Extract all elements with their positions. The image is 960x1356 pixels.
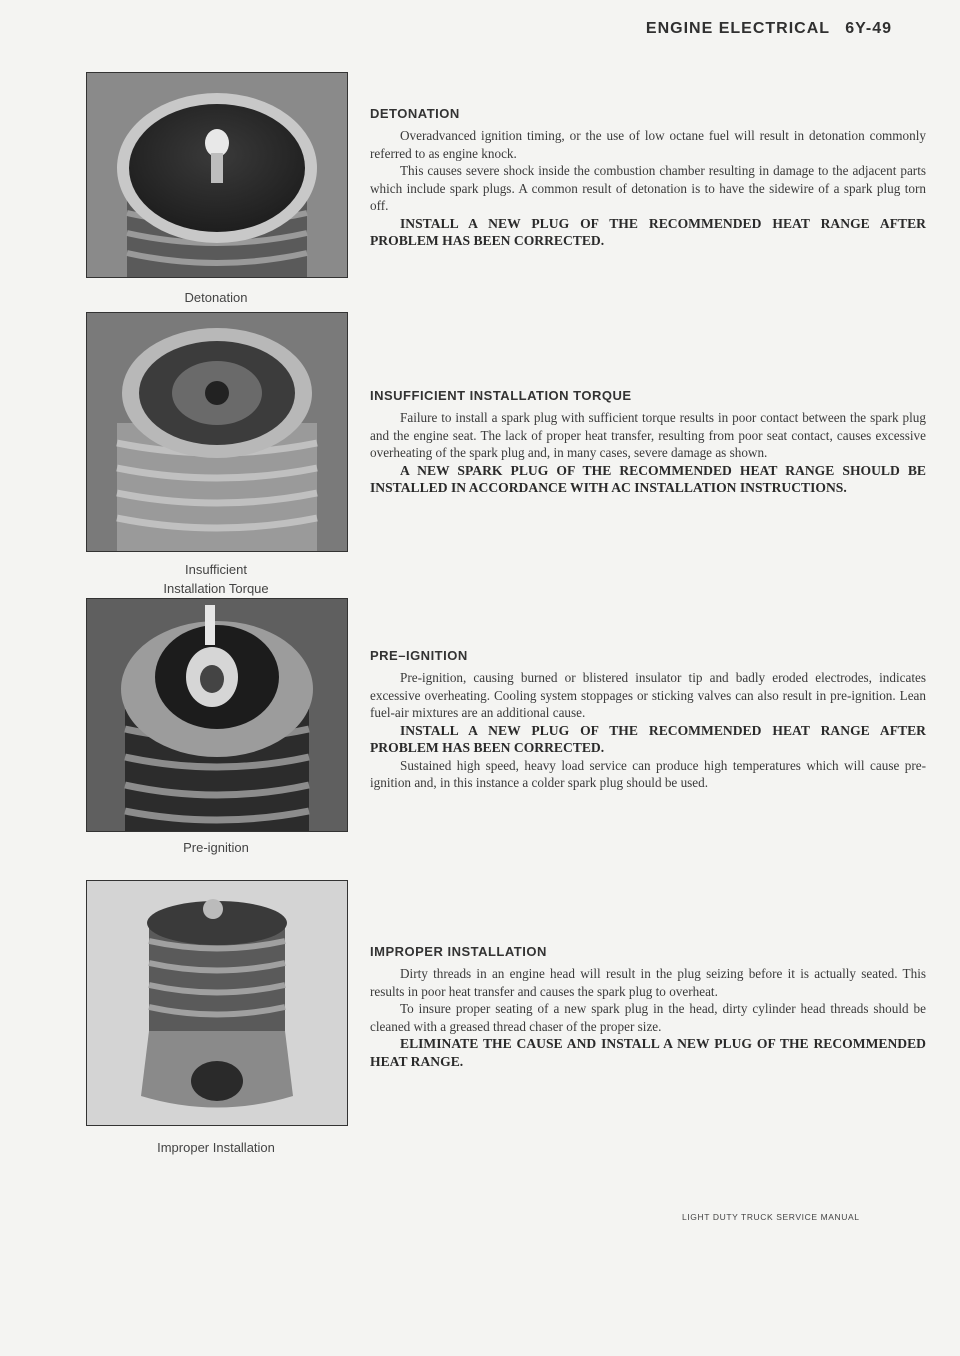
caption-line: Pre-ignition xyxy=(183,840,249,855)
caption-line: Installation Torque xyxy=(163,581,269,596)
detonation-caption xyxy=(86,288,346,307)
insufficient-torque-caption xyxy=(86,560,346,598)
section-instruction: ELIMINATE THE CAUSE AND INSTALL A NEW PLUG OF THE RECOMMENDED HEAT RANGE. xyxy=(370,1036,926,1069)
section-heading: IMPROPER INSTALLATION xyxy=(370,944,547,959)
section-heading: INSUFFICIENT INSTALLATION TORQUE xyxy=(370,388,632,403)
detonation-section xyxy=(370,106,926,250)
section-paragraph: Sustained high speed, heavy load service can produce high temperatures which will cause pre-ignition and, in this instance a colder spark plug should be used. xyxy=(370,757,926,790)
section-heading: DETONATION xyxy=(370,106,460,121)
section-instruction: INSTALL A NEW PLUG OF THE RECOMMENDED HEAT RANGE AFTER PROBLEM HAS BEEN CORRECTED. xyxy=(370,215,926,248)
pre-ignition-caption xyxy=(86,838,346,857)
section-title: ENGINE ELECTRICAL xyxy=(645,20,830,37)
pre-ignition-section xyxy=(370,648,926,792)
section-paragraph: Dirty threads in an engine head will result in the plug seizing before it is actually seated. This results in poor heat transfer and causes the spark plug to overheat. xyxy=(370,966,926,999)
section-paragraph: Pre-ignition, causing burned or blistered insulator tip and badly eroded electrodes, indicates excessive overheating. Cooling system stoppages or sticking valves can also result in pre-ignition. Lean fuel-air mixtures are an additional cause. xyxy=(370,670,926,720)
caption-line: Detonation xyxy=(184,290,248,305)
section-paragraph: Failure to install a spark plug with sufficient torque results in poor contact between the spark plug and the engine seat. The lack of proper heat transfer, resulting from poor seat contact, causes excessive overheating of the spark plug and, in many cases, severe damage as shown. xyxy=(370,410,926,460)
section-instruction: INSTALL A NEW PLUG OF THE RECOMMENDED HEAT RANGE AFTER PROBLEM HAS BEEN CORRECTED. xyxy=(370,722,926,755)
page-header xyxy=(646,20,892,38)
improper-installation-photo xyxy=(86,880,348,1126)
improper-installation-caption xyxy=(86,1138,346,1157)
pre-ignition-photo xyxy=(86,598,348,832)
page-number: 6Y-49 xyxy=(845,20,892,37)
section-paragraph: To insure proper seating of a new spark plug in the head, dirty cylinder head threads should be cleaned with a greased thread chaser of the proper size. xyxy=(370,1001,926,1034)
improper-installation-section xyxy=(370,944,926,1070)
section-instruction: A NEW SPARK PLUG OF THE RECOMMENDED HEAT RANGE SHOULD BE INSTALLED IN ACCORDANCE WITH AC INSTALLATION INSTRUCTIONS. xyxy=(370,462,926,495)
section-paragraph: Overadvanced ignition timing, or the use of low octane fuel will result in detonation commonly referred to as engine knock. xyxy=(370,128,926,161)
caption-line: Insufficient xyxy=(185,562,247,577)
section-paragraph: This causes severe shock inside the combustion chamber resulting in damage to the adjacent parts which include spark plugs. A common result of detonation is to have the sidewire of a spark plug torn off. xyxy=(370,163,926,213)
page-footer: LIGHT DUTY TRUCK SERVICE MANUAL xyxy=(682,1212,860,1222)
insufficient-torque-photo xyxy=(86,312,348,552)
insufficient-torque-section xyxy=(370,388,926,497)
caption-line: Improper Installation xyxy=(157,1140,275,1155)
detonation-photo xyxy=(86,72,348,278)
section-heading: PRE–IGNITION xyxy=(370,648,468,663)
